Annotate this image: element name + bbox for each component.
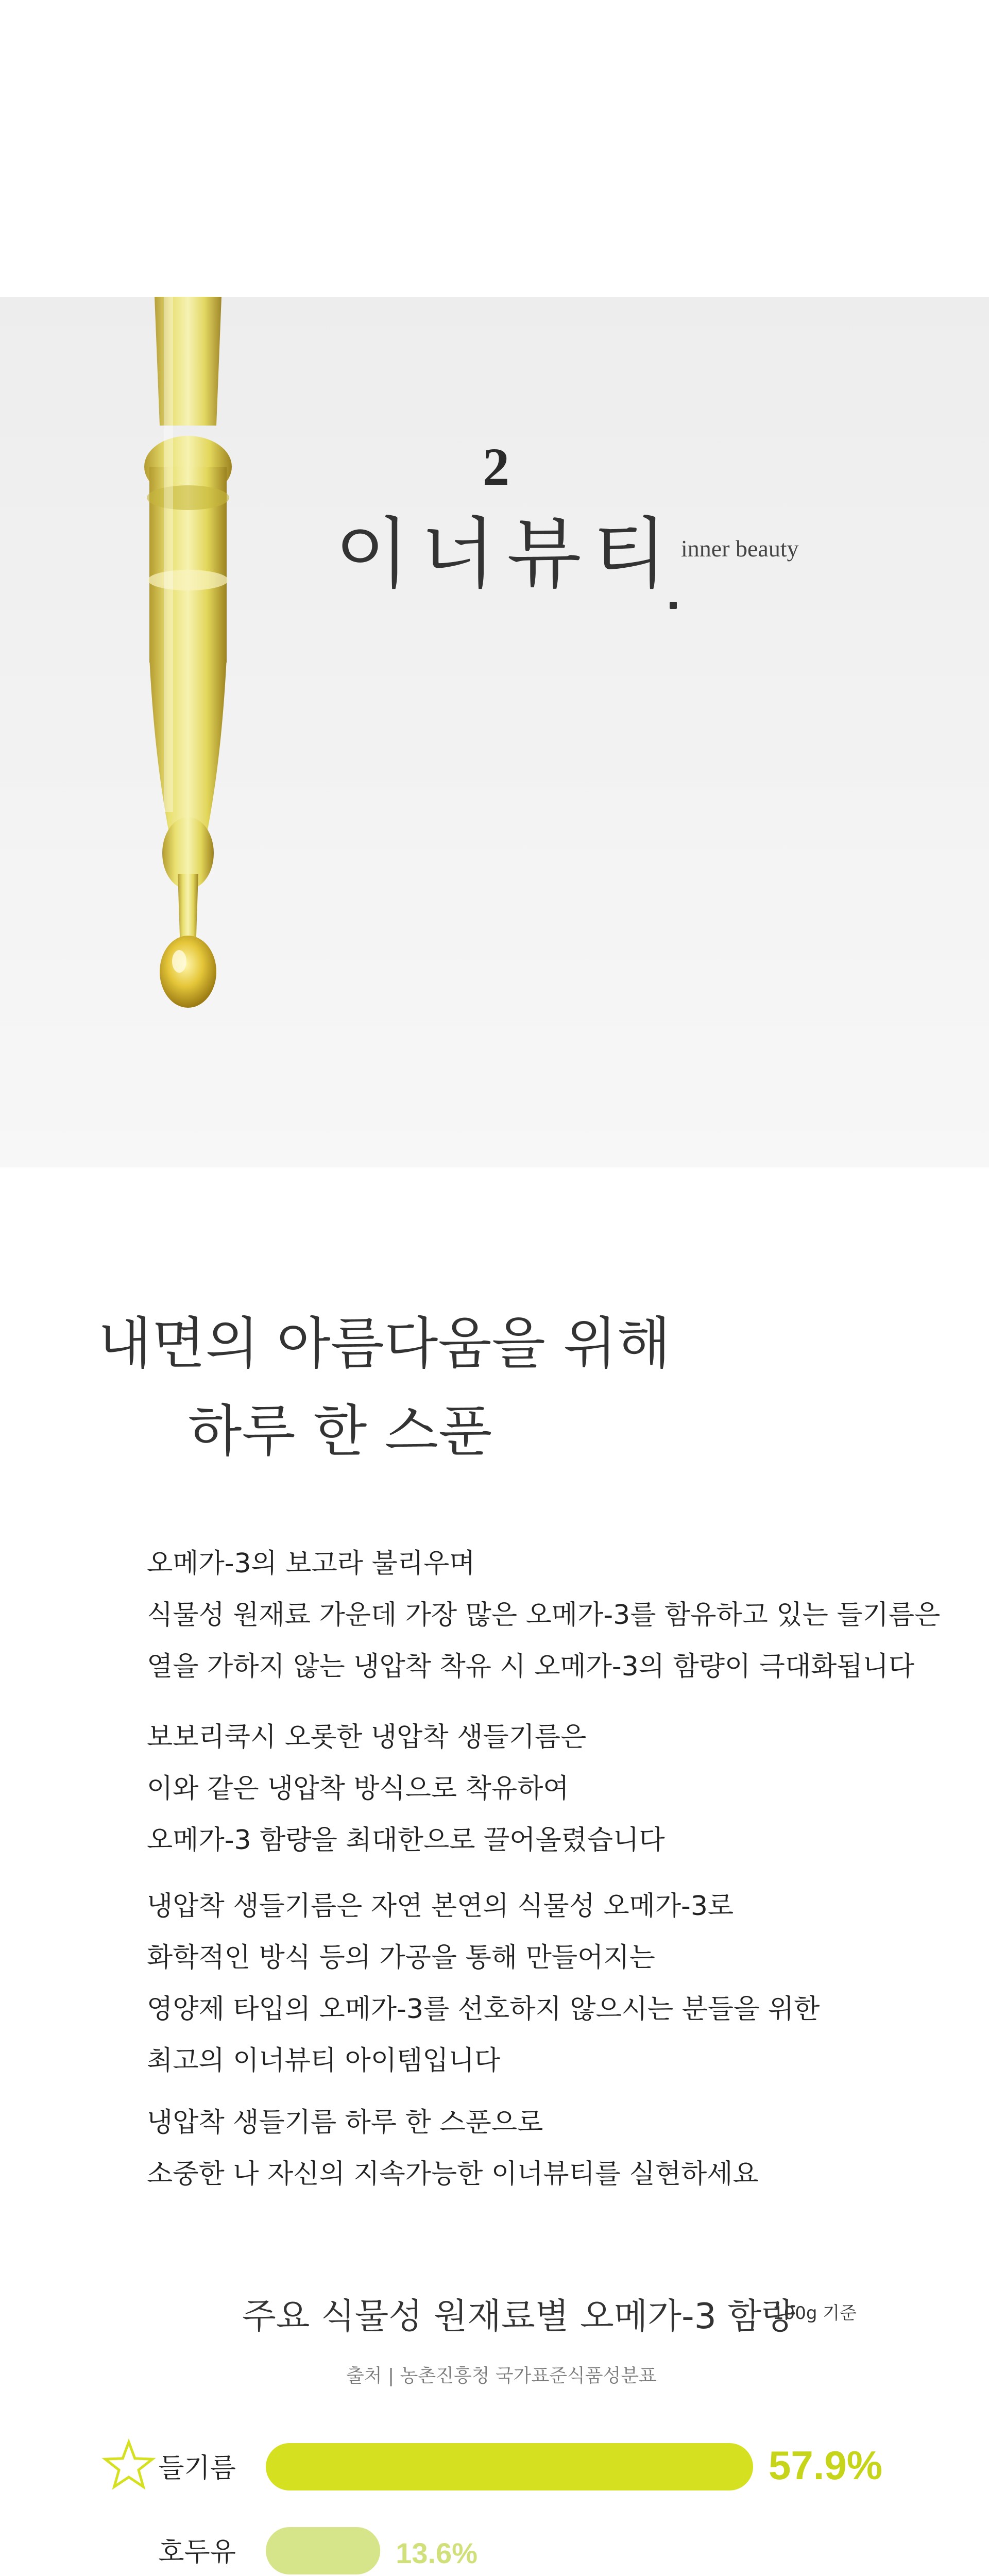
section-number: 2 (483, 437, 509, 497)
hero-banner (0, 297, 989, 1167)
category-label: 호두유 (158, 2537, 236, 2568)
paragraph-line: 식물성 원재료 가운데 가장 많은 오메가-3를 함유하고 있는 들기름은 (147, 1600, 941, 1631)
value-label: 13.6% (396, 2537, 478, 2569)
headline-line-2: 하루 한 스푼 (188, 1399, 492, 1464)
value-label: 57.9% (769, 2443, 883, 2488)
paragraph-line: 이와 같은 냉압착 방식으로 착유하여 (147, 1773, 569, 1804)
star-icon (105, 2442, 152, 2487)
paragraph-line: 화학적인 방식 등의 가공을 통해 만들어지는 (147, 1942, 655, 1973)
paragraph-line: 냉압착 생들기름은 자연 본연의 식물성 오메가-3로 (147, 1891, 734, 1922)
paragraph-line: 열을 가하지 않는 냉압착 착유 시 오메가-3의 함량이 극대화됩니다 (147, 1651, 915, 1682)
section-title-en: inner beauty (681, 535, 799, 562)
paragraph-2 (147, 1711, 919, 1866)
chart-unit-note: 100g 기준 (773, 2303, 857, 2324)
chart-title: 주요 식물성 원재료별 오메가-3 함량 (242, 2296, 795, 2337)
headline-line-1: 내면의 아름다움을 위해 (98, 1312, 671, 1376)
paragraph-line: 오메가-3 함량을 최대한으로 끌어올렸습니다 (147, 1825, 665, 1856)
paragraph-line: 영양제 타입의 오메가-3를 선호하지 않으시는 분들을 위한 (147, 1994, 820, 2025)
paragraph-3 (147, 1880, 919, 2087)
paragraph-line: 최고의 이너뷰티 아이템입니다 (147, 2045, 501, 2076)
paragraph-4 (147, 2097, 919, 2200)
category-label: 들기름 (158, 2453, 236, 2484)
bar (266, 2527, 380, 2574)
oil-dropper-image (0, 297, 989, 1167)
bar (266, 2443, 753, 2490)
paragraph-line: 소중한 나 자신의 지속가능한 이너뷰티를 실현하세요 (147, 2159, 759, 2190)
paragraph-1 (147, 1538, 941, 1692)
section-title-ko: 이너뷰티 (335, 510, 679, 599)
chart-source: 출처 | 농촌진흥청 국가표준식품성분표 (346, 2365, 657, 2386)
paragraph-line: 냉압착 생들기름 하루 한 스푼으로 (147, 2107, 543, 2138)
title-period (670, 602, 677, 609)
paragraph-line: 보보리쿡시 오롯한 냉압착 생들기름은 (147, 1722, 587, 1753)
paragraph-line: 오메가-3의 보고라 불리우며 (147, 1548, 475, 1579)
